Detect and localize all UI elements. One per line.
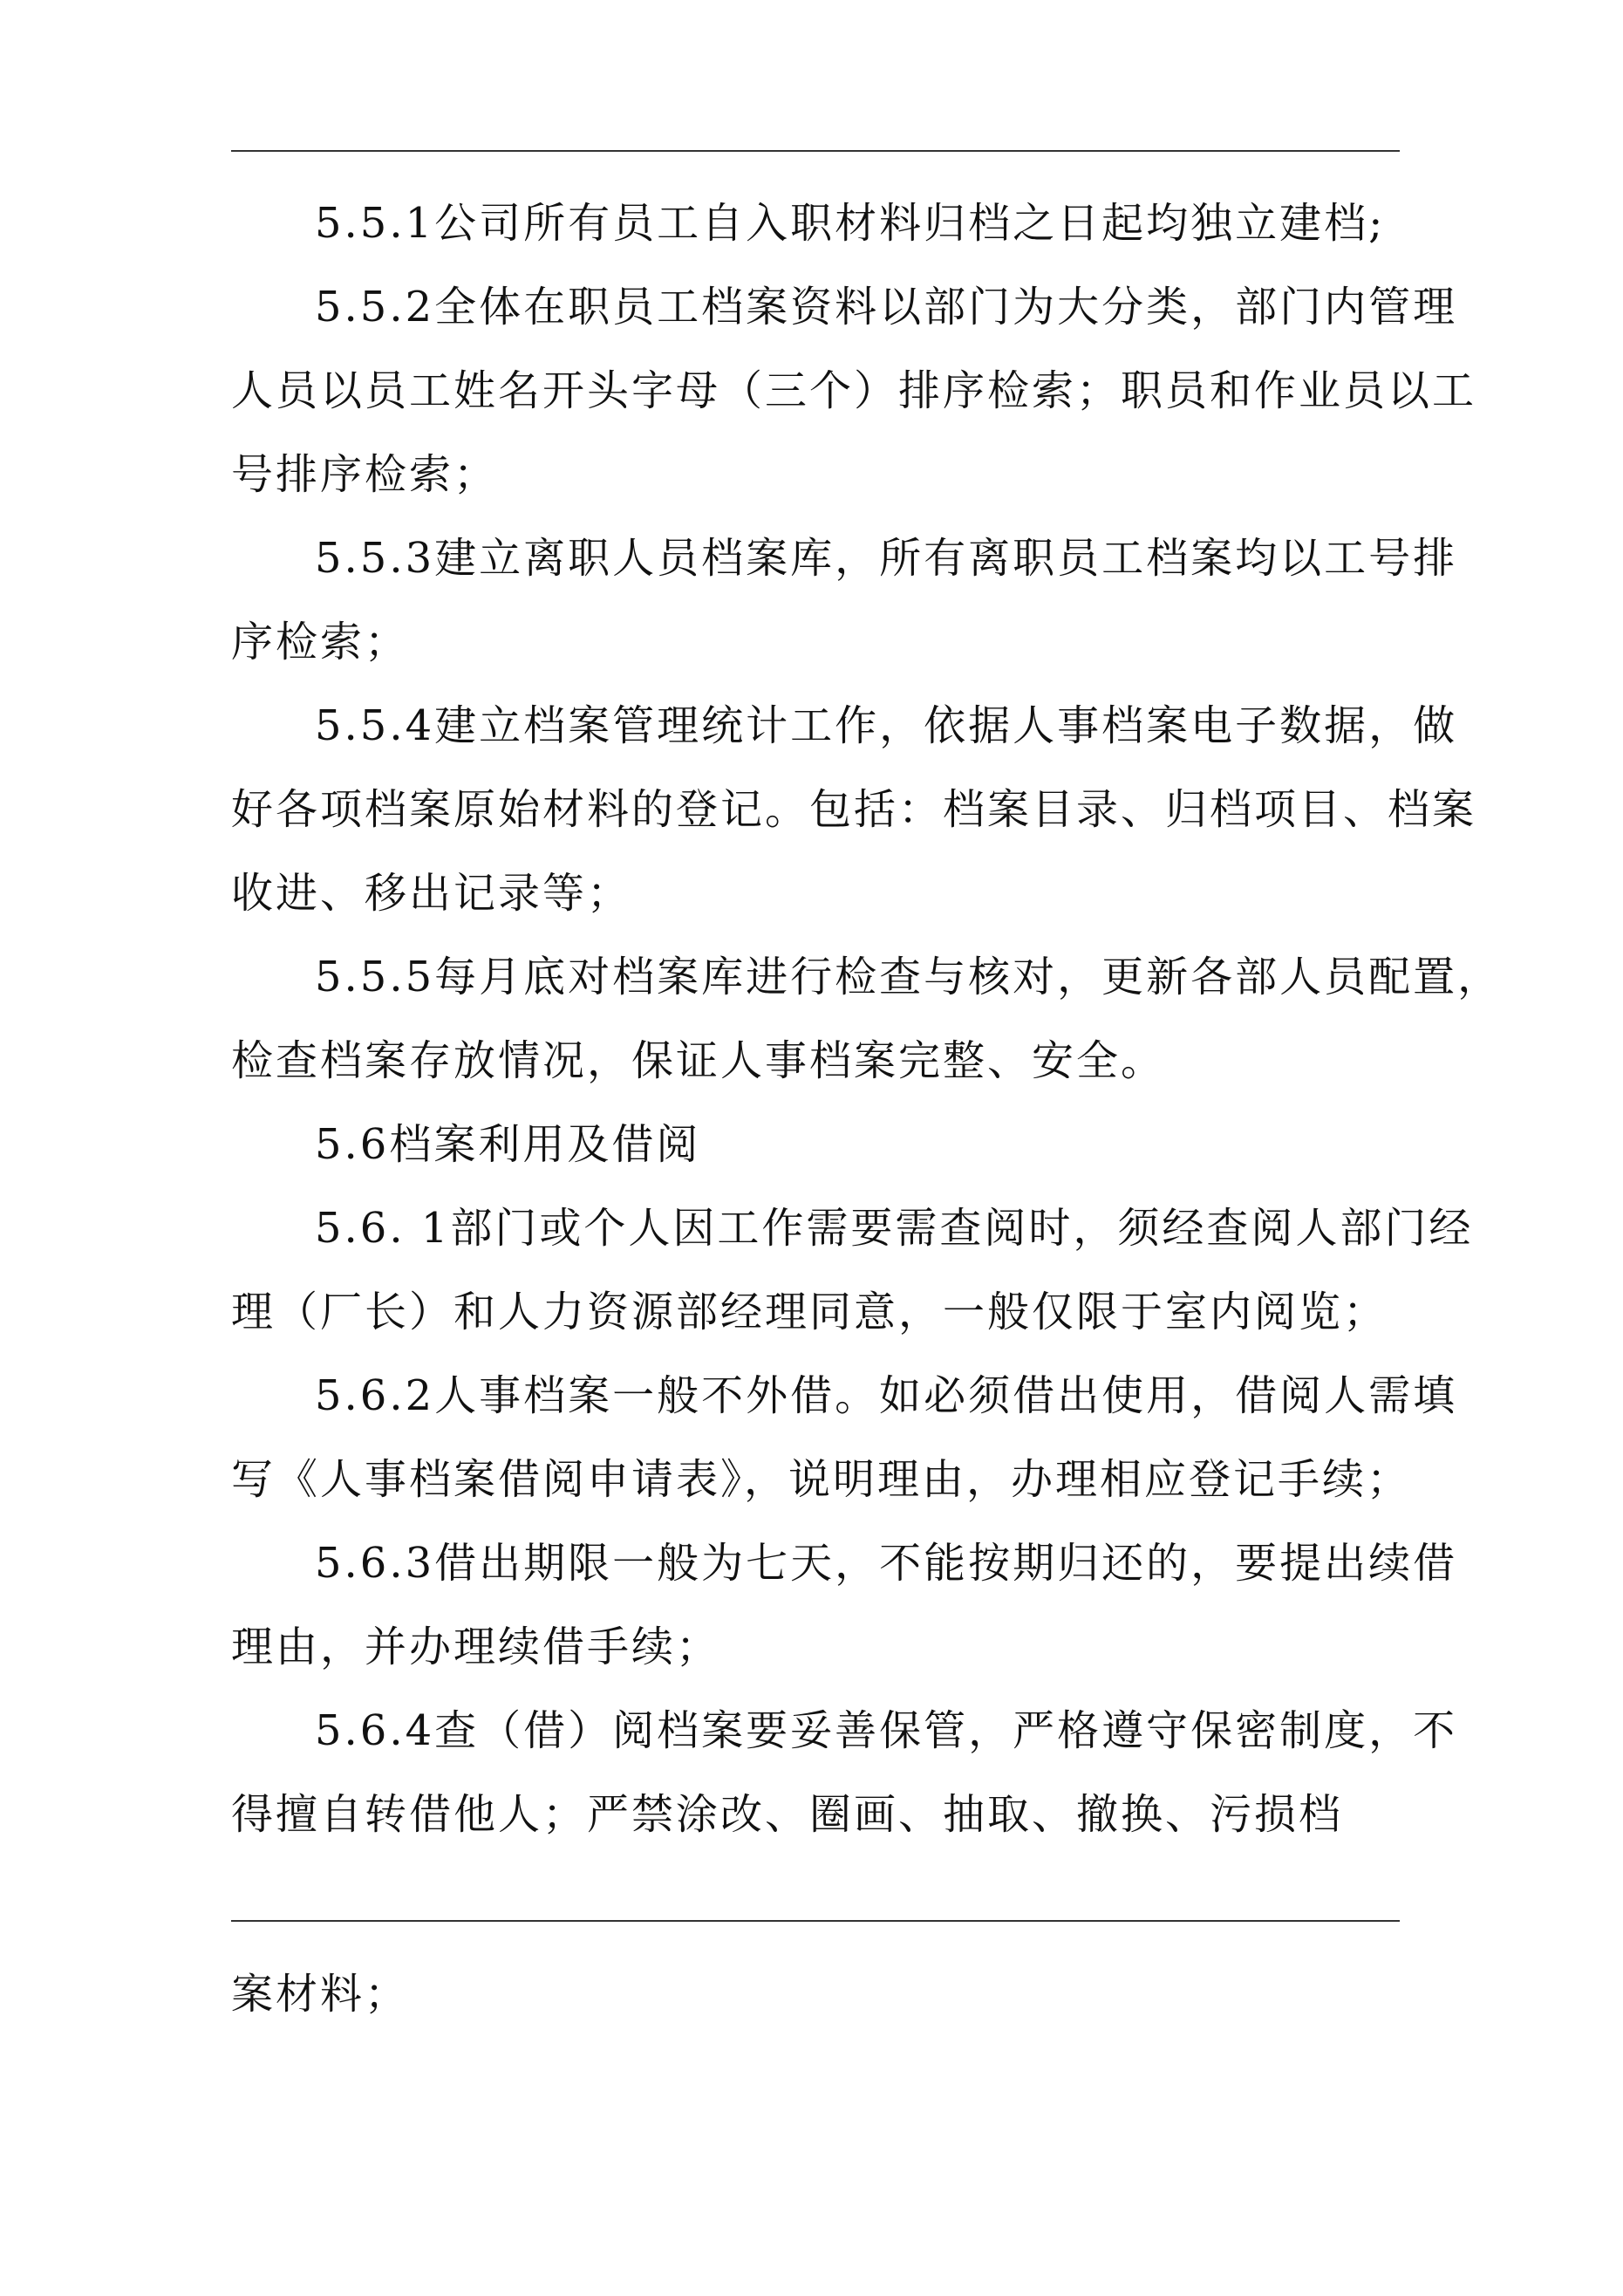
continuation-text — [231, 1952, 1400, 2036]
text-line: 5.5.1公司所有员工自入职材料归档之日起均独立建档; — [315, 199, 1386, 248]
header-rule — [231, 150, 1400, 152]
text-line: 5.6.4查（借）阅档案要妥善保管，严格遵守保密制度，不 — [315, 1706, 1458, 1755]
text-line: 案材料； — [231, 1970, 410, 2019]
text-line: 收进、移出记录等； — [231, 869, 632, 918]
text-line: 理（厂长）和人力资源部经理同意，一般仅限于室内阅览； — [231, 1288, 1388, 1336]
section-heading-5-6 — [231, 1103, 1400, 1186]
text-line: 人员以员工姓名开头字母（三个）排序检索；职员和作业员以工 — [231, 366, 1477, 415]
text-line: 理由，并办理续借手续； — [231, 1623, 721, 1671]
text-line: 号排序检索； — [231, 450, 499, 499]
text-line: 得擅自转借他人；严禁涂改、圈画、抽取、撤换、污损档 — [231, 1790, 1344, 1839]
text-line: 5.5.5每月底对档案库进行检查与核对，更新各部人员配置， — [315, 953, 1503, 1001]
paragraph-5-6-2 — [231, 1354, 1458, 1521]
paragraph-5-6-1 — [231, 1186, 1474, 1354]
text-line: 5.5.4建立档案管理统计工作，依据人事档案电子数据，做 — [315, 701, 1458, 750]
paragraph-5-6-3 — [231, 1521, 1458, 1689]
paragraph-5-5-2 — [231, 265, 1477, 516]
text-line: 5.6. 1部门或个人因工作需要需查阅时，须经查阅人部门经 — [315, 1204, 1474, 1253]
text-line: 写《人事档案借阅申请表》，说明理由，办理相应登记手续； — [231, 1455, 1412, 1504]
paragraph-5-5-1 — [231, 181, 1400, 265]
paragraph-5-5-5 — [231, 935, 1503, 1103]
paragraph-5-5-3 — [231, 516, 1458, 684]
footer-rule — [231, 1920, 1400, 1922]
text-line: 5.5.3建立离职人员档案库，所有离职员工档案均以工号排 — [315, 534, 1458, 583]
text-line: 5.6档案利用及借阅 — [315, 1120, 701, 1169]
paragraph-5-6-4 — [231, 1689, 1458, 1856]
text-line: 序检索； — [231, 618, 410, 666]
text-line: 5.5.2全体在职员工档案资料以部门为大分类，部门内管理 — [315, 283, 1458, 331]
text-line: 5.6.3借出期限一般为七天，不能按期归还的，要提出续借 — [315, 1539, 1458, 1588]
paragraph-5-5-4 — [231, 684, 1477, 935]
text-line: 好各项档案原始材料的登记。包括：档案目录、归档项目、档案 — [231, 785, 1477, 834]
text-line: 检查档案存放情况，保证人事档案完整、安全。 — [231, 1036, 1166, 1085]
text-line: 5.6.2人事档案一般不外借。如必须借出使用，借阅人需填 — [315, 1371, 1458, 1420]
